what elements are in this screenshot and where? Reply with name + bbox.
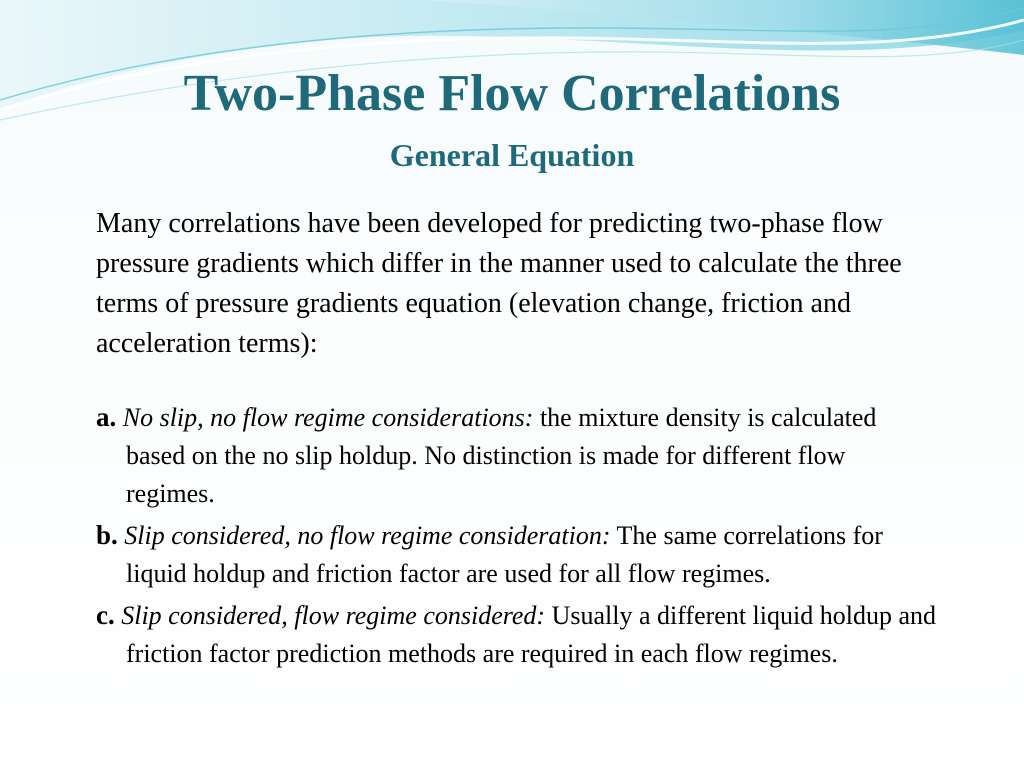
approach-list — [96, 398, 936, 676]
item-text: The same correlations for liquid holdup and friction factor are used for all flow regimes. — [126, 521, 883, 588]
slide-subtitle: General Equation — [389, 137, 635, 173]
item-letter: b. — [96, 520, 118, 550]
item-title: Slip considered, flow regime considered: — [121, 601, 546, 630]
item-title: No slip, no flow regime considerations: — [122, 403, 534, 432]
slide-title: Two-Phase Flow Correlations — [183, 65, 841, 122]
item-text: Usually a different liquid holdup and friction factor prediction methods are required in each flow regimes. — [126, 601, 936, 668]
item-title: Slip considered, no flow regime consideration: — [124, 521, 611, 550]
list-item-b — [96, 516, 936, 593]
intro-paragraph: Many correlations have been developed for predicting two-phase flow pressure gradients which differ in the manner used to calculate the three terms of pressure gradients equation (elevation change, friction and acceleration terms): — [96, 208, 902, 359]
item-text: the mixture density is calculated based on the no slip holdup. No distinction is made for different flow regimes. — [126, 403, 877, 508]
list-item-a — [96, 398, 936, 513]
item-letter: c. — [96, 600, 115, 630]
list-item-c — [96, 596, 936, 673]
item-letter: a. — [96, 402, 117, 432]
